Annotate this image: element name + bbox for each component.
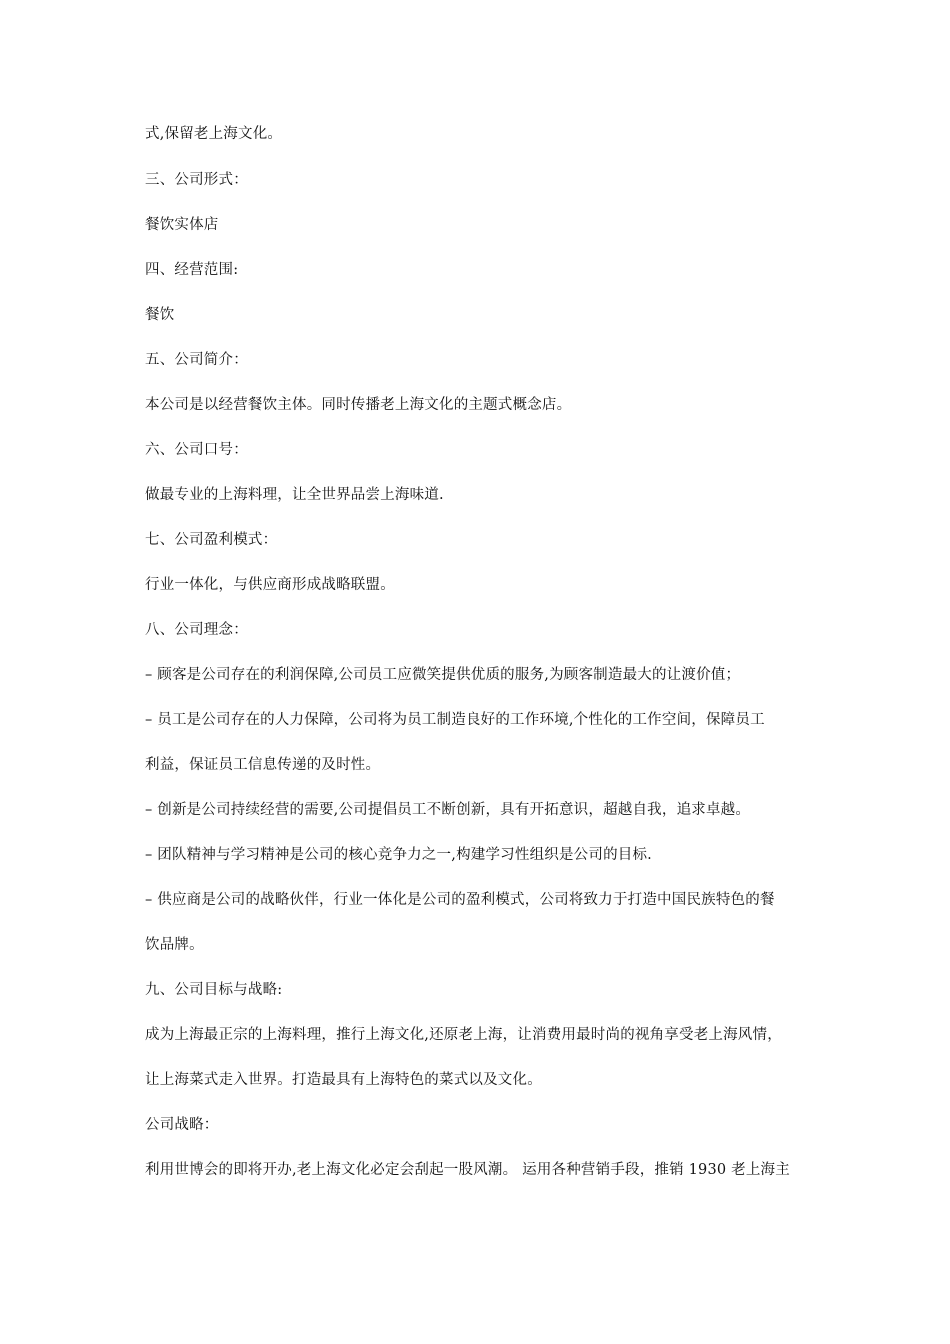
text-line-company-strategy: 利用世博会的即将开办,老上海文化必定会刮起一股风潮。 运用各种营销手段，推销 1930 老上海主: [145, 1162, 790, 1178]
section-heading-company-form: 三、公司形式：: [145, 172, 248, 188]
section-heading-goals-strategy: 九、公司目标与战略:: [145, 982, 283, 998]
text-line-company-slogan: 做最专业的上海料理，让全世界品尝上海味道.: [145, 487, 444, 503]
text-line-goals-continuation: 让上海菜式走入世界。打造最具有上海特色的菜式以及文化。: [145, 1072, 542, 1088]
list-item-suppliers-continuation: 饮品牌。: [145, 937, 204, 953]
list-item-customers: – 顾客是公司存在的利润保障,公司员工应微笑提供优质的服务,为顾客制造最大的让渡价值；: [145, 667, 741, 683]
text-line-goals: 成为上海最正宗的上海料理，推行上海文化,还原老上海，让消费用最时尚的视角享受老上海风情，: [145, 1027, 782, 1043]
list-item-innovation: – 创新是公司持续经营的需要,公司提倡员工不断创新，具有开拓意识，超越自我，追求卓越。: [145, 802, 751, 818]
text-line-profit-model: 行业一体化，与供应商形成战略联盟。: [145, 577, 395, 593]
text-line-business-scope: 餐饮: [145, 307, 175, 323]
section-heading-business-scope: 四、经营范围:: [145, 262, 239, 278]
list-item-employees: – 员工是公司存在的人力保障，公司将为员工制造良好的工作环境,个性化的工作空间，保障员工: [145, 712, 765, 728]
list-item-employees-continuation: 利益，保证员工信息传递的及时性。: [145, 757, 381, 773]
subheading-company-strategy: 公司战略：: [145, 1117, 219, 1133]
text-line-company-profile: 本公司是以经营餐饮主体。同时传播老上海文化的主题式概念店。: [145, 397, 572, 413]
text-line-company-form: 餐饮实体店: [145, 217, 219, 233]
list-item-suppliers: – 供应商是公司的战略伙伴，行业一体化是公司的盈利模式，公司将致力于打造中国民族特色的餐: [145, 892, 775, 908]
section-heading-company-philosophy: 八、公司理念：: [145, 622, 248, 638]
list-item-team-spirit: – 团队精神与学习精神是公司的核心竞争力之一,构建学习性组织是公司的目标.: [145, 847, 652, 863]
section-heading-profit-model: 七、公司盈利模式：: [145, 532, 278, 548]
section-heading-company-slogan: 六、公司口号：: [145, 442, 248, 458]
text-line-intro-continuation: 式,保留老上海文化。: [145, 126, 283, 142]
section-heading-company-profile: 五、公司简介：: [145, 352, 248, 368]
